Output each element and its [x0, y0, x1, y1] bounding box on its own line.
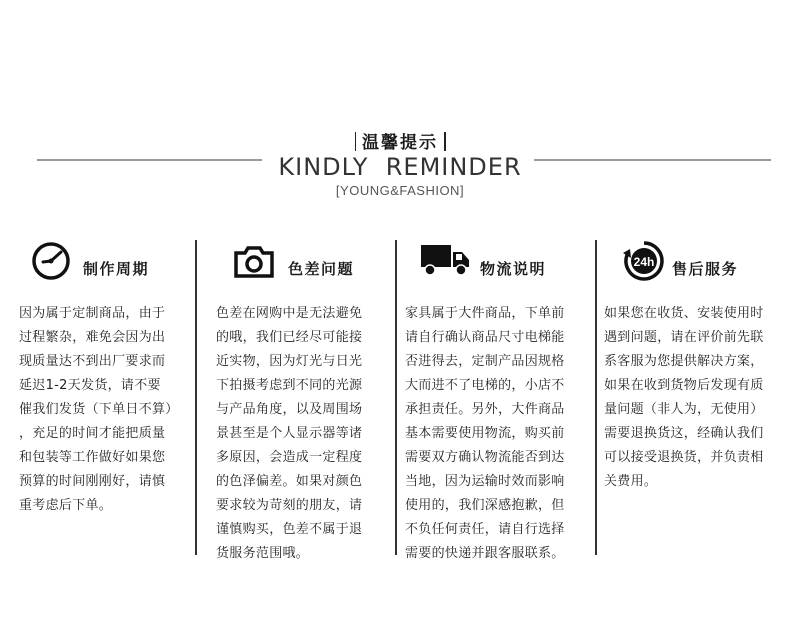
body-line: 延迟1-2天发货，请不要 — [19, 378, 161, 393]
header-title-en: KINDLY REMINDER — [278, 153, 522, 181]
body-line: 货服务范围哦。 — [216, 546, 310, 561]
section-body — [216, 302, 362, 566]
body-line: 过程繁杂，难免会因为出 — [19, 330, 166, 345]
body-line: 谨慎购买，色差不属于退 — [216, 522, 363, 537]
body-line: 要求较为苛刻的朋友，请 — [216, 498, 363, 513]
section-body — [405, 302, 565, 566]
body-line: 系客服为您提供解决方案， — [604, 354, 764, 369]
title-bar-left — [355, 132, 357, 151]
header-title-cn: 温馨提示 — [362, 133, 438, 153]
section-header — [216, 238, 406, 288]
section-header — [405, 238, 595, 288]
body-line: 下拍摄考虑到不同的光源 — [216, 378, 363, 393]
section-title: 物流说明 — [480, 260, 547, 278]
body-line: 的色泽偏差。如果对颜色 — [216, 474, 363, 489]
section-title: 制作周期 — [83, 260, 150, 278]
body-line: 预算的时间刚刚好，请慎 — [19, 474, 166, 489]
body-line: 催我们发货（下单日不算） — [19, 402, 179, 417]
body-line: 如果您在收货、安装使用时 — [604, 306, 764, 321]
camera-icon — [232, 244, 276, 284]
section-title: 色差问题 — [288, 260, 355, 278]
body-line: 不负任何责任，请自行选择 — [405, 522, 565, 537]
body-line: 需要的快递并跟客服联系。 — [405, 546, 565, 561]
body-line: ，充足的时间才能把质量 — [19, 426, 166, 441]
body-line: 如果在收到货物后发现有质 — [604, 378, 764, 393]
header-subtitle: [YOUNG&FASHION] — [335, 183, 465, 198]
body-line: 承担责任。另外，大件商品 — [405, 402, 565, 417]
body-line: 当地，因为运输时效而影响 — [405, 474, 565, 489]
body-line: 重考虑后下单。 — [19, 498, 113, 513]
body-line: 关费用。 — [604, 474, 658, 489]
body-line: 遇到问题，请在评价前先联 — [604, 330, 764, 345]
body-line: 多原因，会造成一定程度 — [216, 450, 363, 465]
column-divider-3 — [595, 240, 597, 555]
header-title-cn-wrap — [0, 128, 800, 153]
body-line: 家具属于大件商品，下单前 — [405, 306, 565, 321]
truck-icon — [419, 242, 471, 282]
body-line: 大而进不了电梯的，小店不 — [405, 378, 565, 393]
body-line: 近实物，因为灯光与日光 — [216, 354, 363, 369]
body-line: 和包装等工作做好如果您 — [19, 450, 166, 465]
body-line: 可以接受退换货，并负责相 — [604, 450, 764, 465]
clock-icon — [31, 241, 71, 285]
body-line: 现质量达不到出厂要求而 — [19, 354, 166, 369]
body-line: 需要退换货这，经确认我们 — [604, 426, 764, 441]
body-line: 因为属于定制商品，由于 — [19, 306, 166, 321]
section-title: 售后服务 — [672, 260, 739, 278]
24h-service-icon — [622, 239, 666, 287]
body-line: 基本需要使用物流，购买前 — [405, 426, 565, 441]
body-line: 需要双方确认物流能否到达 — [405, 450, 565, 465]
body-line: 与产品角度，以及周围场 — [216, 402, 363, 417]
24h-text: 24h — [633, 255, 655, 269]
section-header — [19, 238, 209, 288]
section-header — [604, 238, 794, 288]
body-line: 的哦，我们已经尽可能接 — [216, 330, 363, 345]
body-line: 量问题（非人为，无使用） — [604, 402, 764, 417]
body-line: 请自行确认商品尺寸电梯能 — [405, 330, 565, 345]
title-bar-right — [444, 132, 446, 151]
body-line: 景甚至是个人显示器等诸 — [216, 426, 363, 441]
section-body — [604, 302, 764, 494]
body-line: 使用的，我们深感抱歉，但 — [405, 498, 565, 513]
body-line: 色差在网购中是无法避免 — [216, 306, 363, 321]
body-line: 否进得去，定制产品因规格 — [405, 354, 565, 369]
section-body — [19, 302, 179, 518]
